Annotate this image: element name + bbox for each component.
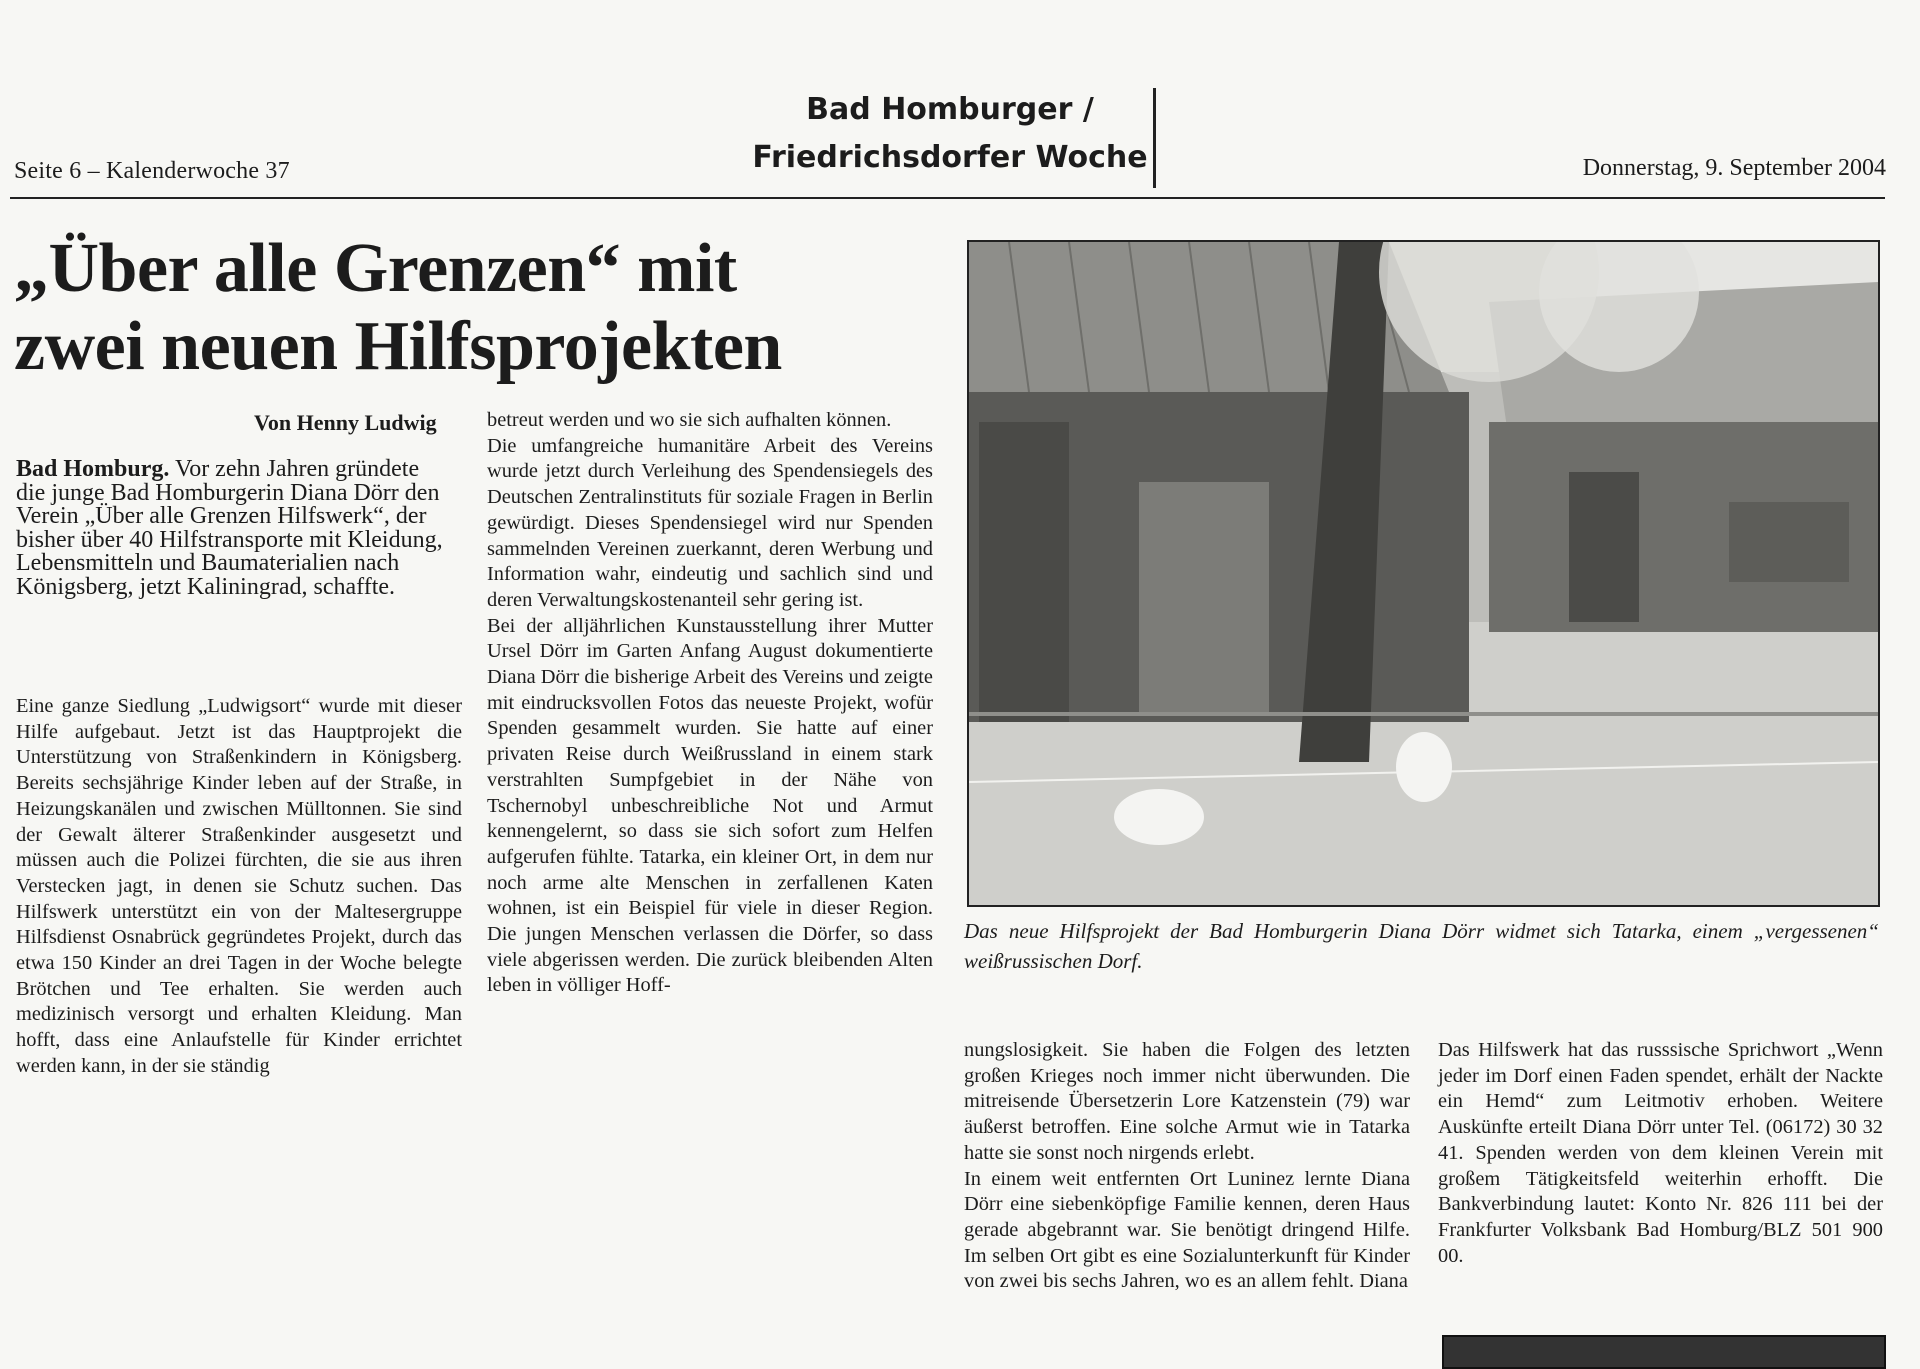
dateline: Bad Homburg.: [16, 456, 170, 482]
photo-caption: Das neue Hilfsprojekt der Bad Homburgerin Diana Dörr widmet sich Tatarka, einem „vergessenen“ weißrussischen Dorf.: [964, 919, 1879, 973]
column-2-paragraph-3: Bei der alljährlichen Kunstausstellung ihrer Mutter Ursel Dörr im Garten Anfang August dokumentierte Diana Dörr die bisherige Arbeit des Vereins und zeigte mit eindrucksvollen Fotos das neueste Projekt, wofür Spenden gesammelt wurden. Sie hatte auf einer privaten Reise durch Weißrussland in einem stark verstrahlten Sumpfgebiet in der Nähe von Tschernobyl unbeschreibliche Not und Armut kennengelernt, so dass sie sich sofort zum Helfen aufgerufen fühlte. Tatarka, ein kleiner Ort, in dem nur noch arme alte Menschen in zerfallenen Katen wohnen, ist ein Beispiel für viele in dieser Region. Die jungen Menschen verlassen die Dörfer, so dass viele abgerissen werden. Die zurück bleibenden Alten leben in völliger Hoff-: [487, 614, 933, 997]
column-3-paragraph-2: In einem weit entfernten Ort Luninez lernte Diana Dörr eine siebenköpfige Familie kennen, deren Haus gerade abgebrannt war. Sie benötigt dringend Hilfe. Im selben Ort gibt es eine Sozialunterkunft für Kinder von zwei bis sechs Jahren, wo es an allem fehlt. Diana: [964, 1167, 1410, 1293]
column-4-paragraph: Das Hilfswerk hat das russsische Sprichwort „Wenn jeder im Dorf einen Faden spendet, erhält der Nackte ein Hemd“ zum Leitmotiv erhoben. Weitere Auskünfte erteilt Diana Dörr unter Tel. (06172) 30 32 41. Spenden werden von dem kleinen Verein mit großem Tätigkeitsfeld weiterhin erhofft. Die Bankverbindung lautet: Konto Nr. 826 111 bei der Frankfurter Volksbank Bad Homburg/BLZ 501 900 00.: [1438, 1039, 1883, 1267]
lead-text: Vor zehn Jahren gründete die junge Bad Homburgerin Diana Dörr den Verein „Über alle Grenzen Hilfswerk“, der bisher über 40 Hilfstransporte mit Kleidung, Lebensmitteln und Baumaterialien nach Königsberg, jetzt Kaliningrad, schaffte.: [16, 456, 443, 600]
article-column-2: [487, 408, 933, 999]
masthead-divider: [1153, 88, 1156, 188]
headline-line-1: „Über alle Grenzen“ mit: [14, 230, 737, 307]
newspaper-masthead: [720, 86, 1180, 182]
article-headline: [14, 230, 914, 386]
column-3-paragraph-1: nungslosigkeit. Sie haben die Folgen des letzten großen Krieges noch immer nicht überwunden. Die mitreisende Übersetzerin Lore Katzenstein (79) war äußerst betroffen. Eine solche Armut wie in Tatarka hatte sie sonst noch nirgends erlebt.: [964, 1039, 1410, 1164]
article-column-4: [1438, 1038, 1883, 1269]
byline: Von Henny Ludwig: [254, 410, 437, 435]
headline-line-2: zwei neuen Hilfsprojekten: [14, 308, 782, 385]
column-2-paragraph-1: betreut werden und wo sie sich aufhalten können.: [487, 409, 892, 431]
article-column-3: [964, 1038, 1410, 1295]
article-lead: [16, 458, 444, 599]
masthead-line-2: Friedrichsdorfer Woche: [752, 140, 1148, 175]
village-photo-illustration: [969, 242, 1878, 905]
page-info: Seite 6 – Kalenderwoche 37: [14, 158, 290, 184]
village-photo: [967, 240, 1880, 907]
masthead-line-1: Bad Homburger /: [806, 92, 1094, 127]
column-1-paragraph: Eine ganze Siedlung „Ludwigsort“ wurde mit dieser Hilfe aufgebaut. Jetzt ist das Hauptprojekt die Unterstützung von Straßenkindern in Königsberg. Bereits sechsjährige Kinder leben auf der Straße, in Heizungskanälen und zwischen Mülltonnen. Sie sind der Gewalt älterer Straßenkinder ausgesetzt und müssen auch die Polizei fürchten, die sie aus ihren Verstecken jagt, in denen sie Schutz suchen. Das Hilfswerk unterstützt ein von der Maltesergruppe Hilfsdienst Osnabrück gegründetes Projekt, durch das etwa 150 Kinder an drei Tagen in der Woche belegte Brötchen und Tee erhalten. Sie werden auch medizinisch versorgt und erhalten Kleidung. Man hofft, dass eine Anlaufstelle für Kinder errichtet werden kann, in der sie ständig: [16, 695, 462, 1077]
column-2-paragraph-2: Die umfangreiche humanitäre Arbeit des Vereins wurde jetzt durch Verleihung des Spendensiegels des Deutschen Zentralinstituts für soziale Fragen in Berlin gewürdigt. Dieses Spendensiegel wird nur Spenden sammelnden Vereinen zuerkannt, deren Werbung und Information wahr, eindeutig und sachlich sind und deren Verwaltungskostenanteil sehr gering ist.: [487, 434, 933, 611]
second-photo-edge: [1442, 1335, 1886, 1369]
issue-date: Donnerstag, 9. September 2004: [1582, 155, 1886, 181]
header-rule: [10, 197, 1885, 199]
article-column-1: [16, 694, 462, 1080]
